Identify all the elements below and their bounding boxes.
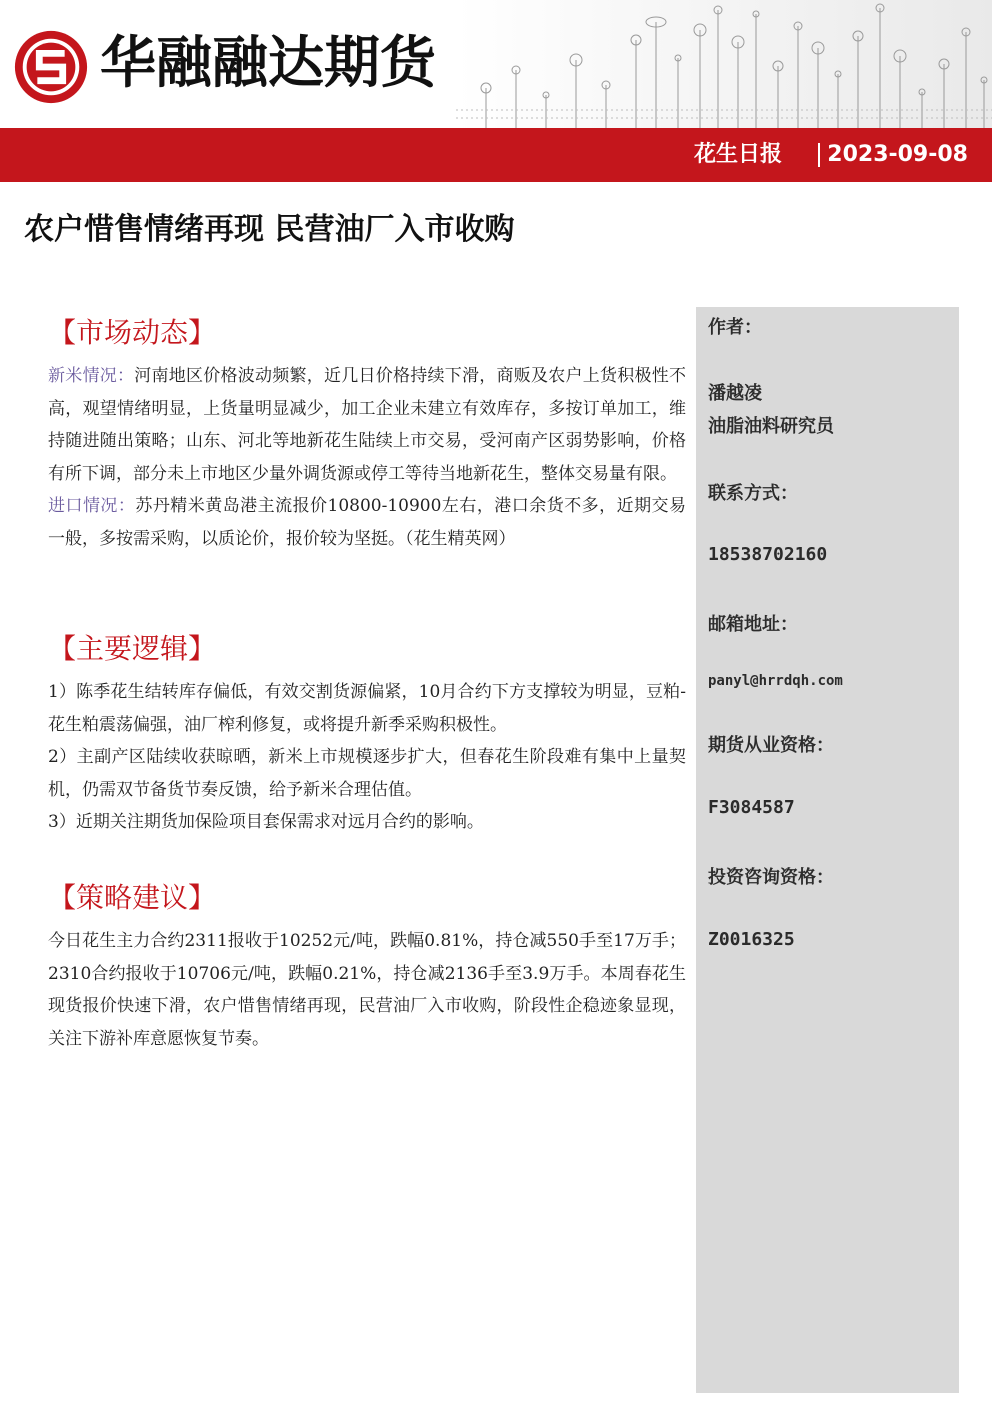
logic-item: 1）陈季花生结转库存偏低，有效交割货源偏紧，10月合约下方支撑较为明显，豆粕-花生粕震荡偏强，油厂榨利修复，或将提升新季采购积极性。	[48, 682, 686, 735]
report-title: 农户惜售情绪再现 民营油厂入市收购	[24, 212, 515, 247]
paragraph-import	[48, 490, 686, 555]
phone-number: 18538702160	[708, 544, 828, 565]
report-type: 花生日报	[693, 142, 782, 167]
author-sidebar	[696, 307, 959, 1393]
advisory-qualification-id: Z0016325	[708, 929, 795, 950]
email-label: 邮箱地址：	[708, 614, 798, 635]
logic-item: 2）主副产区陆续收获晾晒，新米上市规模逐步扩大，但春花生阶段难有集中上量契机，仍需双节备货节奏反馈，给予新米合理估值。	[48, 747, 686, 800]
contact-label: 联系方式：	[708, 483, 798, 504]
hrrd-logo-icon	[12, 28, 90, 106]
futures-qualification-label: 期货从业资格：	[708, 735, 834, 756]
strategy-text: 今日花生主力合约2311报收于10252元/吨，跌幅0.81%，持仓减550手至17万手；2310合约报收于10706元/吨，跌幅0.21%，持仓减2136手至3.9万手。本周春花生现货报价快速下滑，农户惜售情绪再现，民营油厂入市收购，阶段性企稳迹象显现，关注下游补库意愿恢复节奏。	[48, 931, 686, 1049]
text-import: 苏丹精米黄岛港主流报价10800-10900左右，港口余货不多，近期交易一般，多按需采购，以质论价，报价较为坚挺。（花生精英网）	[48, 496, 687, 549]
author-label: 作者：	[708, 317, 762, 338]
lead-new-peanut: 新米情况：	[48, 366, 135, 386]
lead-import: 进口情况：	[48, 496, 136, 516]
author-name: 潘越凌	[708, 383, 762, 404]
section-heading-strategy: 【策略建议】	[48, 881, 217, 914]
section-heading-logic: 【主要逻辑】	[48, 632, 217, 665]
logic-item: 3）近期关注期货加保险项目套保需求对远月合约的影响。	[48, 812, 484, 832]
section-body-strategy	[48, 925, 686, 1055]
brand-name: 华融融达期货	[100, 31, 436, 96]
advisory-qualification-label: 投资咨询资格：	[708, 867, 834, 888]
section-body-market	[48, 360, 686, 555]
report-date: 2023-09-08	[827, 142, 968, 167]
header-decoration	[456, 0, 992, 128]
section-heading-market: 【市场动态】	[48, 316, 217, 349]
author-title: 油脂油料研究员	[708, 416, 834, 437]
text-new-peanut: 河南地区价格波动频繁，近几日价格持续下滑，商贩及农户上货积极性不高，观望情绪明显，上货量明显减少，加工企业未建立有效库存，多按订单加工，维持随进随出策略；山东、河北等地新花生陆续上市交易，受河南产区弱势影响，价格有所下调，部分未上市地区少量外调货源或停工等待当地新花生，整体交易量有限。	[48, 366, 686, 484]
paragraph-new-peanut	[48, 360, 686, 490]
section-body-logic	[48, 676, 686, 839]
brand-logo	[12, 22, 90, 112]
email-address[interactable]: panyl@hrrdqh.com	[708, 673, 843, 689]
header-divider	[818, 143, 820, 167]
futures-qualification-id: F3084587	[708, 797, 795, 818]
